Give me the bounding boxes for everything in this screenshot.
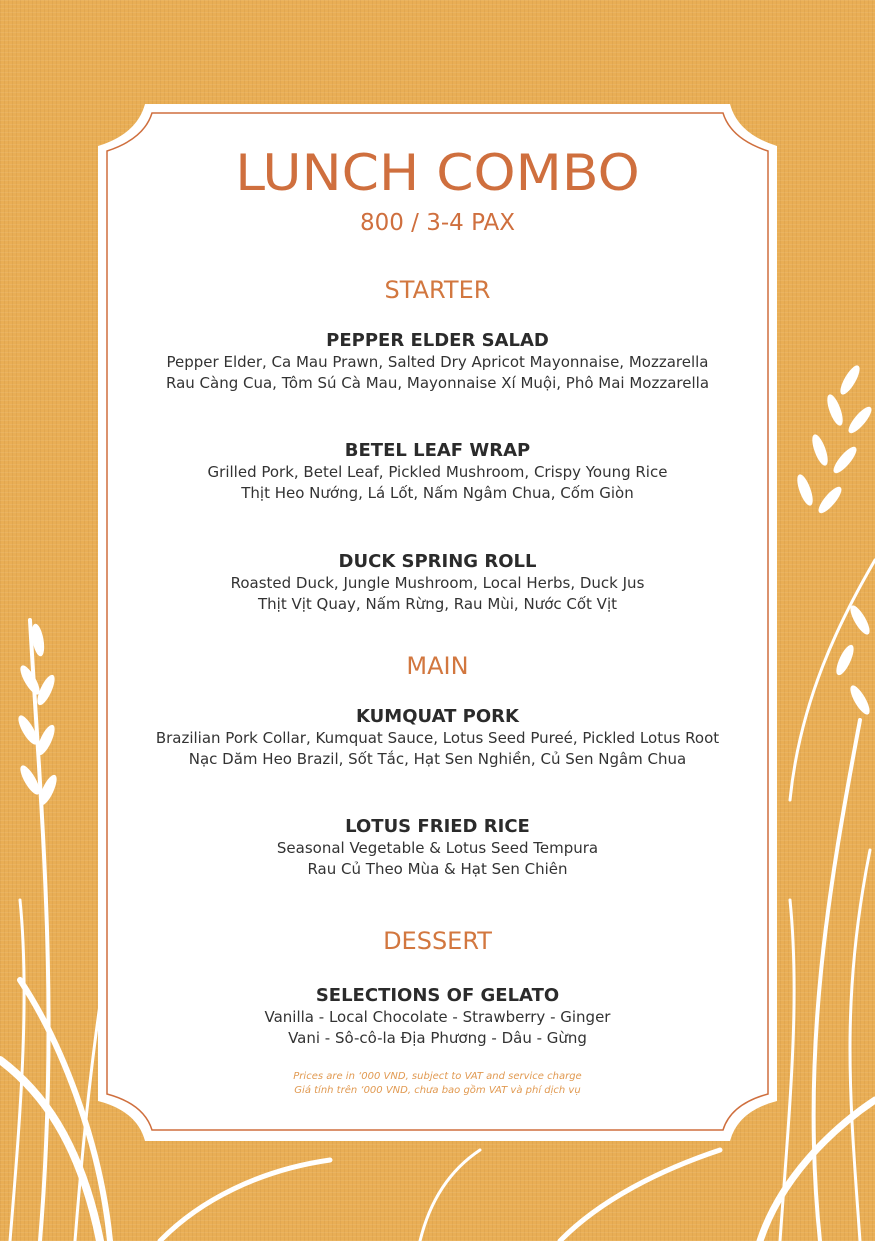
dish-kumquat-pork bbox=[120, 706, 755, 770]
dish-lotus-fried-rice bbox=[120, 816, 755, 880]
dish-name: DUCK SPRING ROLL bbox=[338, 551, 537, 572]
dish-name: KUMQUAT PORK bbox=[356, 706, 519, 727]
menu-title: LUNCH COMBO bbox=[235, 144, 640, 202]
dish-description-vi: Rau Củ Theo Mùa & Hạt Sen Chiên bbox=[307, 860, 568, 878]
menu-card bbox=[120, 128, 755, 1123]
dish-description-vi: Rau Càng Cua, Tôm Sú Cà Mau, Mayonnaise Xí Muội, Phô Mai Mozzarella bbox=[165, 374, 710, 392]
dish-description-en: Seasonal Vegetable & Lotus Seed Tempura bbox=[276, 839, 599, 857]
price-footnote-en: Prices are in ‘000 VND, subject to VAT and service charge bbox=[293, 1071, 582, 1082]
dish-name: SELECTIONS OF GELATO bbox=[315, 985, 560, 1006]
dish-pepper-elder-salad bbox=[120, 330, 755, 394]
dish-description-vi: Thịt Vịt Quay, Nấm Rừng, Rau Mùi, Nước Cốt Vịt bbox=[257, 595, 617, 613]
dish-description-vi: Nạc Dăm Heo Brazil, Sốt Tắc, Hạt Sen Nghiền, Củ Sen Ngâm Chua bbox=[188, 750, 687, 768]
dish-betel-leaf-wrap bbox=[120, 440, 755, 504]
dish-description-vi: Thịt Heo Nướng, Lá Lốt, Nấm Ngâm Chua, Cốm Giòn bbox=[241, 484, 634, 502]
menu-price: 800 / 3-4 PAX bbox=[359, 210, 516, 236]
dish-name: PEPPER ELDER SALAD bbox=[326, 330, 549, 351]
section-heading-starter: STARTER bbox=[384, 276, 491, 304]
price-footnote bbox=[120, 1070, 755, 1098]
dish-description-en: Roasted Duck, Jungle Mushroom, Local Herbs, Duck Jus bbox=[230, 574, 645, 592]
dish-selections-of-gelato bbox=[120, 985, 755, 1049]
dish-description-en: Vanilla - Local Chocolate - Strawberry - Ginger bbox=[264, 1008, 611, 1026]
dish-description-vi: Vani - Sô-cô-la Địa Phương - Dâu - Gừng bbox=[288, 1029, 587, 1047]
section-heading-main: MAIN bbox=[406, 652, 469, 680]
section-heading-dessert: DESSERT bbox=[383, 927, 492, 955]
price-footnote-vi: Giá tính trên ‘000 VND, chưa bao gồm VAT và phí dịch vụ bbox=[294, 1085, 581, 1096]
dish-description-en: Pepper Elder, Ca Mau Prawn, Salted Dry Apricot Mayonnaise, Mozzarella bbox=[166, 353, 709, 371]
dish-duck-spring-roll bbox=[120, 551, 755, 615]
dish-description-en: Brazilian Pork Collar, Kumquat Sauce, Lotus Seed Pureé, Pickled Lotus Root bbox=[155, 729, 720, 747]
dish-name: BETEL LEAF WRAP bbox=[344, 440, 531, 461]
dish-description-en: Grilled Pork, Betel Leaf, Pickled Mushroom, Crispy Young Rice bbox=[207, 463, 668, 481]
dish-name: LOTUS FRIED RICE bbox=[345, 816, 530, 837]
